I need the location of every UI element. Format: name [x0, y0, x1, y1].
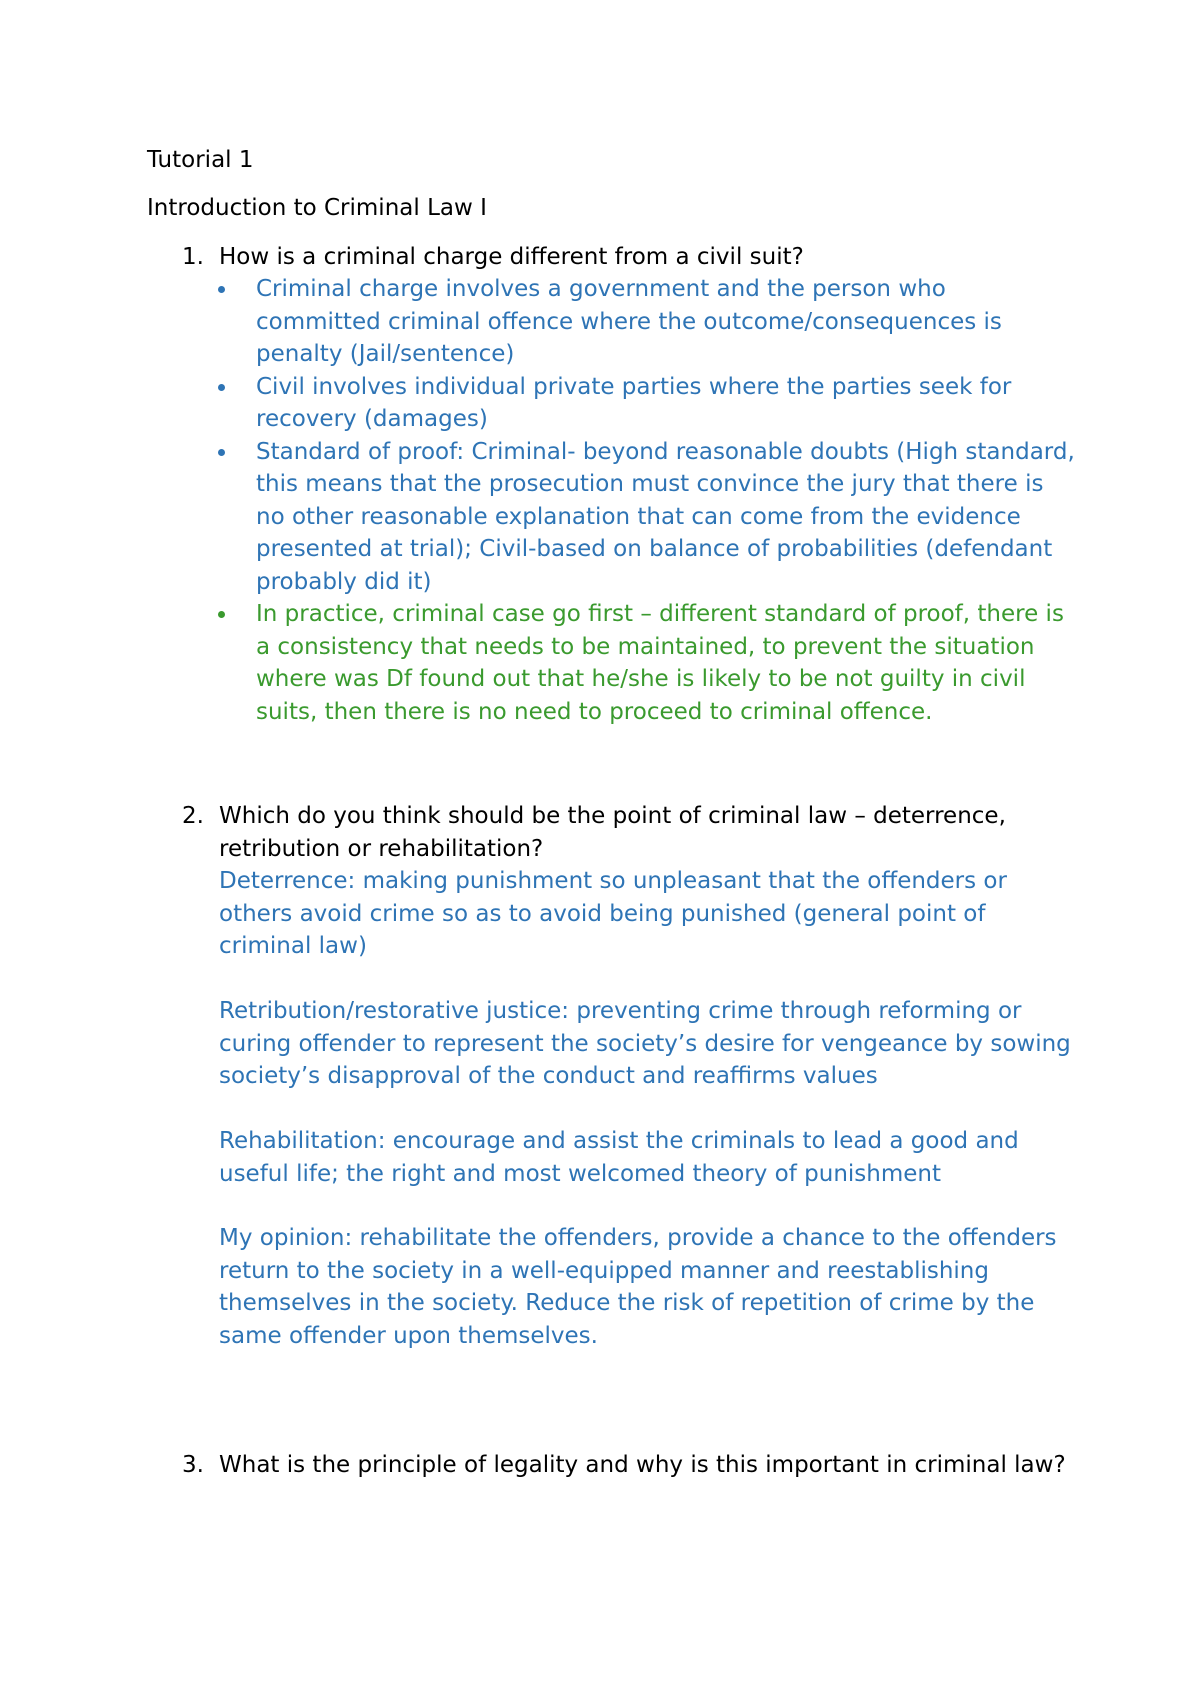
bullet-text: Criminal charge involves a government and the person who committed criminal offence where the outcome/consequences is penalty (Jail/sentence)	[256, 276, 1002, 367]
answer-retribution: Retribution/restorative justice: preventing crime through reforming or curing offender to represent the society’s desire for vengeance by sowing society’s disapproval of the conduct and reaffirms values	[219, 998, 1071, 1089]
answer-bullet	[0, 436, 1200, 599]
answer-deterrence: Deterrence: making punishment so unpleasant that the offenders or others avoid crime so as to avoid being punished (general point of criminal law)	[219, 868, 1007, 959]
question-number: 3.	[182, 1452, 204, 1478]
answer-rehabilitation: Rehabilitation: encourage and assist the criminals to lead a good and useful life; the right and most welcomed theory of punishment	[219, 1128, 1019, 1187]
bullet-icon	[218, 449, 225, 456]
answer-bullet	[0, 371, 1200, 436]
bullet-icon	[218, 611, 225, 618]
question-number: 1.	[182, 244, 204, 270]
answer-bullet	[0, 598, 1200, 728]
answer-bullet	[0, 273, 1200, 371]
bullet-text: Civil involves individual private parties where the parties seek for recovery (damages)	[256, 373, 1012, 432]
question-text: What is the principle of legality and why is this important in criminal law?	[219, 1452, 1066, 1478]
bullet-icon	[218, 384, 225, 391]
bullet-text: In practice, criminal case go first – different standard of proof, there is a consistency that needs to be maintained, to prevent the situation where was Df found out that he/she is likely to be not guilty in civil suits, then there is no need to proceed to criminal offence.	[256, 601, 1064, 725]
question-text: Which do you think should be the point of criminal law – deterrence, retribution or rehabilitation?	[219, 803, 1006, 862]
document-subtitle: Introduction to Criminal Law I	[147, 195, 487, 221]
bullet-text: Standard of proof: Criminal- beyond reasonable doubts (High standard, this means that the prosecution must convince the jury that there is no other reasonable explanation that can come from the evidence presented at trial); Civil-based on balance of probabilities (defendant probably did it)	[256, 438, 1075, 595]
answer-my-opinion: My opinion: rehabilitate the offenders, provide a chance to the offenders return to the society in a well-equipped manner and reestablishing themselves in the society. Reduce the risk of repetition of crime by the same offender upon themselves.	[219, 1225, 1057, 1349]
document-title: Tutorial 1	[147, 147, 254, 173]
bullet-icon	[218, 286, 225, 293]
question-number: 2.	[182, 803, 204, 829]
answer-bullet-list	[0, 273, 1200, 728]
question-text: How is a criminal charge different from a civil suit?	[219, 244, 804, 270]
